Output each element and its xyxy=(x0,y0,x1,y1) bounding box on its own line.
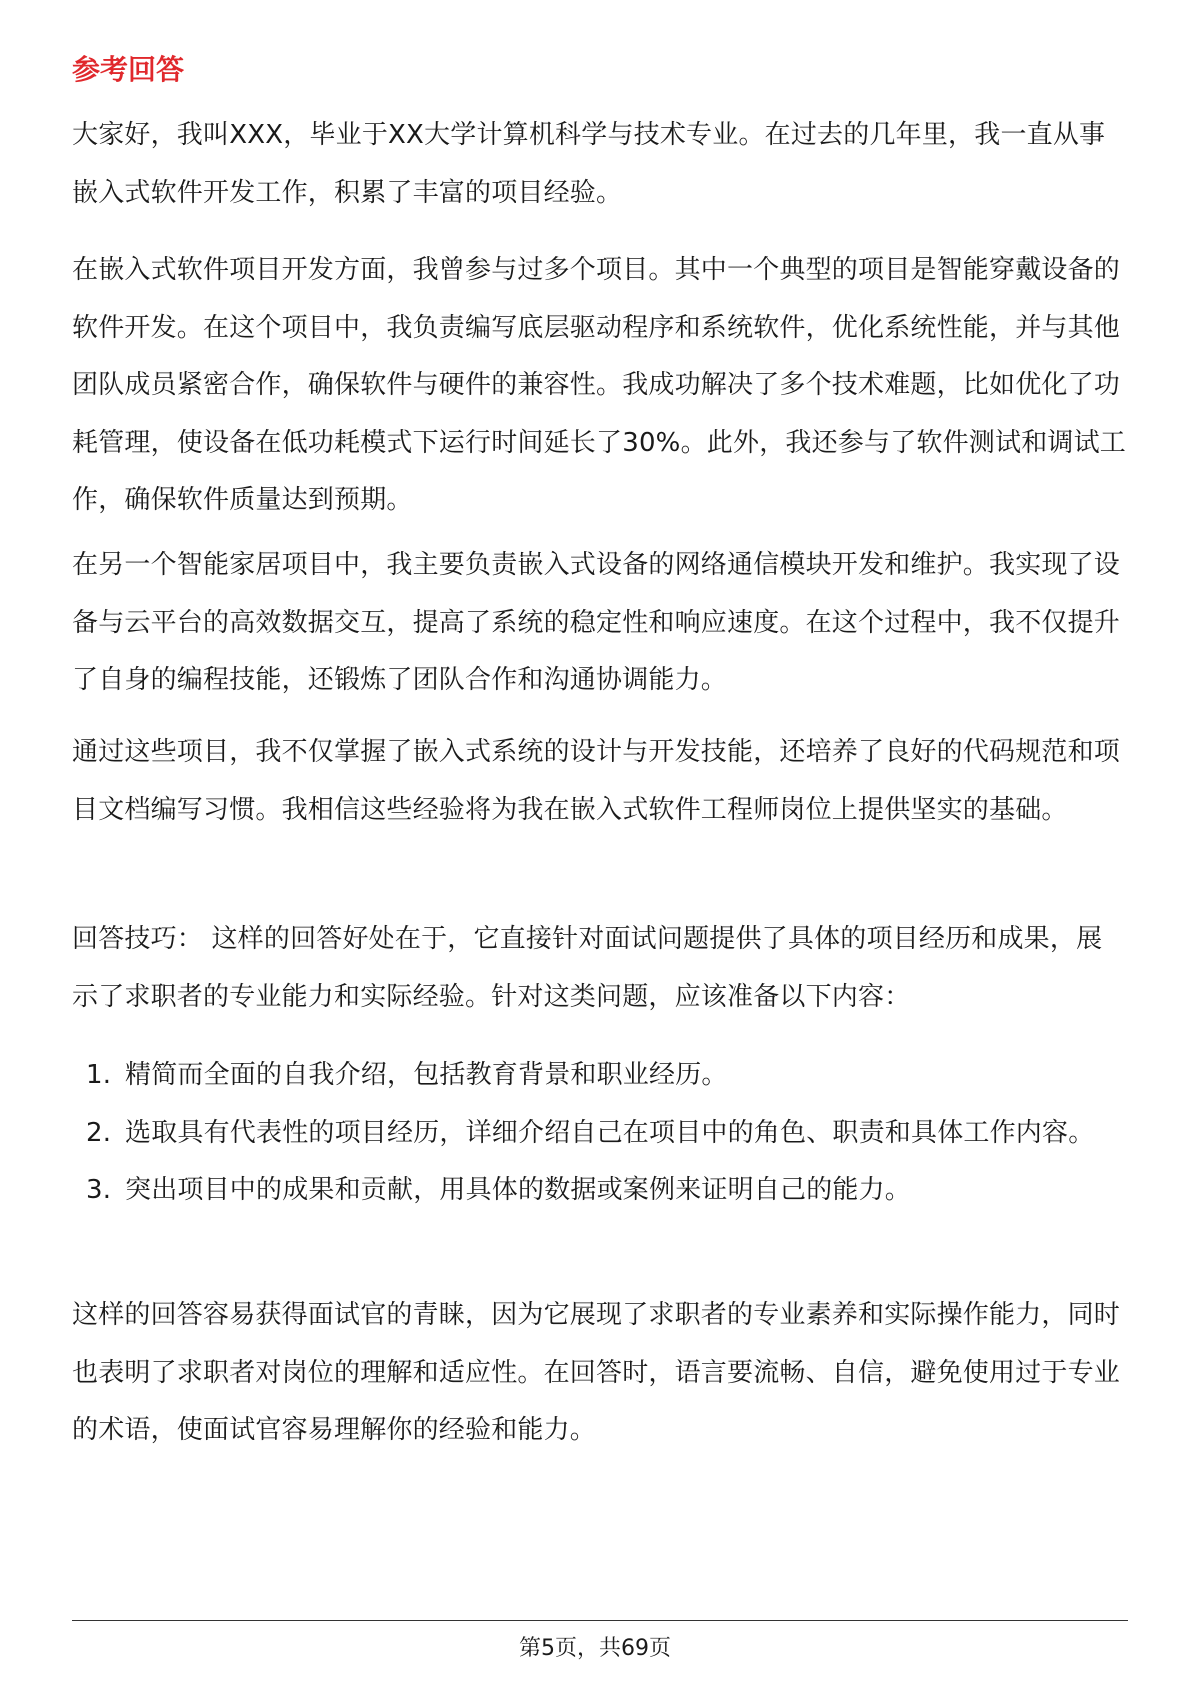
paragraph-project-wearable: 在嵌入式软件项目开发方面，我曾参与过多个项目。其中一个典型的项目是智能穿戴设备的软件开发。在这个项目中，我负责编写底层驱动程序和系统软件，优化系统性能，并与其他团队成员紧密合作，确保软件与硬件的兼容性。我成功解决了多个技术难题，比如优化了功耗管理，使设备在低功耗模式下运行时间延长了30%。此外，我还参与了软件测试和调试工作，确保软件质量达到预期。 xyxy=(72,255,1126,515)
list-item-number: 2. xyxy=(86,1117,112,1148)
page-number: 第5页，共69页 xyxy=(519,1636,671,1661)
list-item xyxy=(72,1105,1128,1163)
list-item xyxy=(72,1047,1128,1105)
preparation-list xyxy=(72,1047,1128,1220)
paragraph-closing: 这样的回答容易获得面试官的青睐，因为它展现了求职者的专业素养和实际操作能力，同时也表明了求职者对岗位的理解和适应性。在回答时，语言要流畅、自信，避免使用过于专业的术语，使面试官容易理解你的经验和能力。 xyxy=(72,1300,1121,1445)
paragraph-project-smart-home: 在另一个智能家居项目中，我主要负责嵌入式设备的网络通信模块开发和维护。我实现了设备与云平台的高效数据交互，提高了系统的稳定性和响应速度。在这个过程中，我不仅提升了自身的编程技能，还锻炼了团队合作和沟通协调能力。 xyxy=(72,550,1121,695)
list-item-text: 突出项目中的成果和贡献，用具体的数据或案例来证明自己的能力。 xyxy=(125,1175,912,1205)
paragraph-summary: 通过这些项目，我不仅掌握了嵌入式系统的设计与开发技能，还培养了良好的代码规范和项目文档编写习惯。我相信这些经验将为我在嵌入式软件工程师岗位上提供坚实的基础。 xyxy=(72,737,1121,825)
list-item-number: 3. xyxy=(86,1175,112,1205)
paragraph-intro: 大家好，我叫XXX，毕业于XX大学计算机科学与技术专业。在过去的几年里，我一直从事嵌入式软件开发工作，积累了丰富的项目经验。 xyxy=(72,120,1106,208)
list-item xyxy=(72,1162,1128,1220)
list-item-number: 1. xyxy=(86,1060,112,1090)
list-item-text: 精简而全面的自我介绍，包括教育背景和职业经历。 xyxy=(125,1060,728,1090)
footer-divider xyxy=(72,1620,1128,1621)
list-item-text: 选取具有代表性的项目经历，详细介绍自己在项目中的角色、职责和具体工作内容。 xyxy=(125,1117,1095,1148)
paragraph-answer-tips: 回答技巧： 这样的回答好处在于，它直接针对面试问题提供了具体的项目经历和成果，展示了求职者的专业能力和实际经验。针对这类问题，应该准备以下内容： xyxy=(72,924,1103,1012)
section-title: 参考回答 xyxy=(72,53,185,86)
